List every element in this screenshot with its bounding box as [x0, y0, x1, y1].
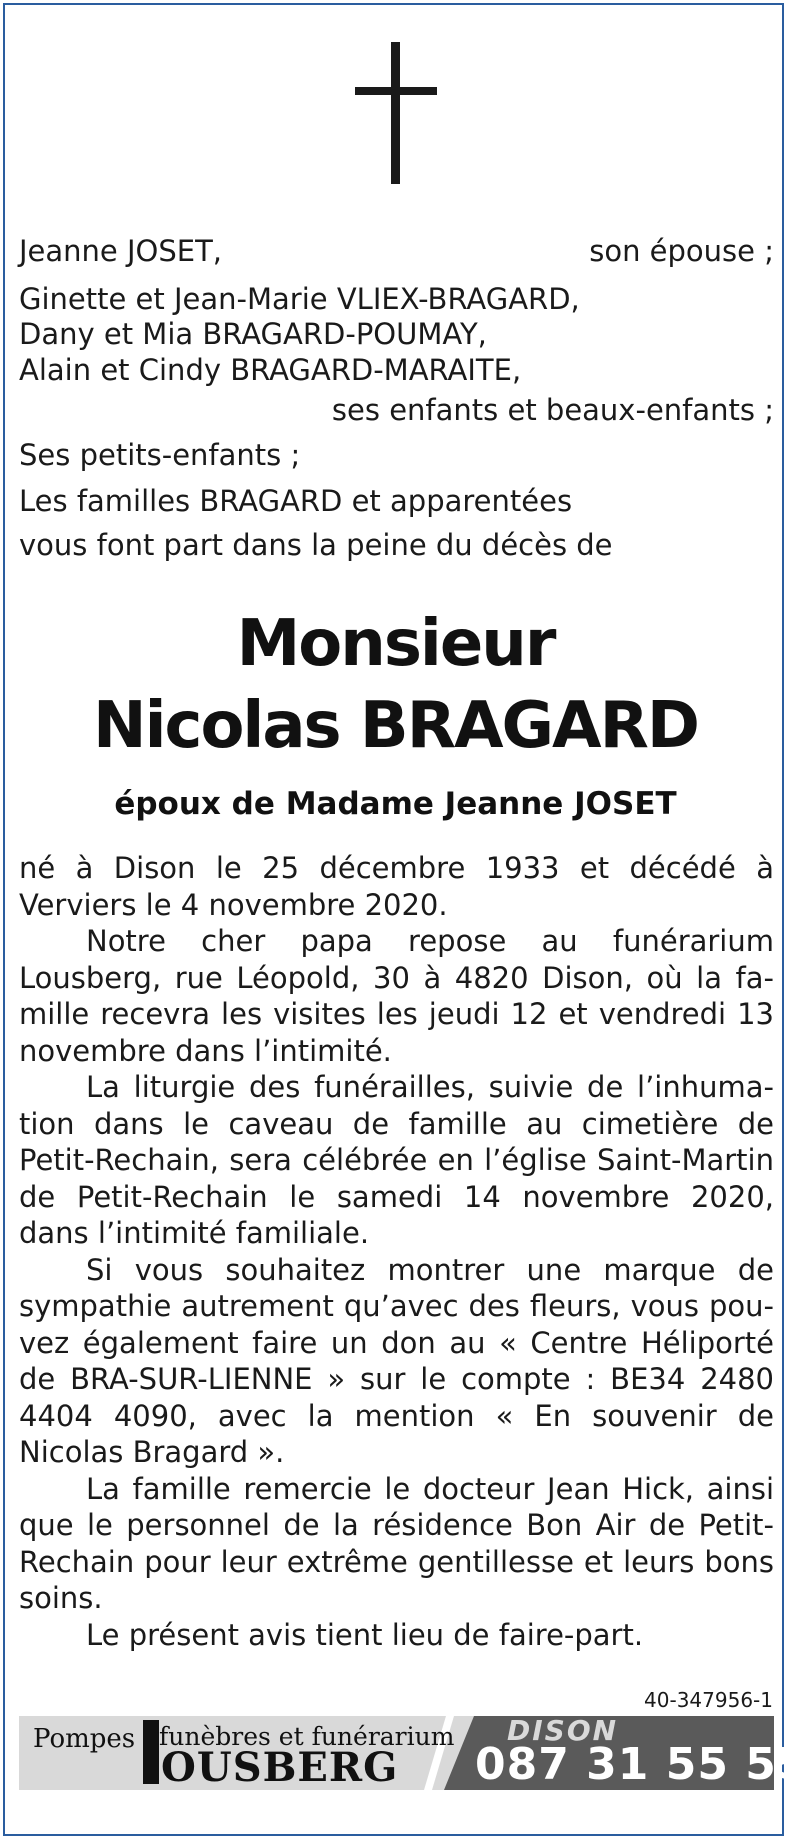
- body-birth-death: né à Dison le 25 décembre 1933 et décédé à Verviers le 4 novembre 2020.: [19, 851, 774, 922]
- banner-funebres: funèbres et funérarium: [159, 1722, 455, 1751]
- funeral-home-banner: [19, 1714, 809, 1791]
- body-liturgy: La liturgie des funérailles, suivie de l’inhumation dans le caveau de famille au cimetière de Petit-Rechain, sera célébrée en l’église Saint-Martin de Petit-Rechain le samedi 14 novembre 2020, dans l’intimité familiale.: [19, 1070, 774, 1250]
- deceased-spouse-line: époux de Madame Jeanne JOSET: [114, 786, 677, 822]
- body-thanks: La famille remercie le docteur Jean Hick, ainsi que le personnel de la résidence Bon Air de Petit-Rechain pour leur extrême gentillesse et leurs bons soins.: [19, 1471, 774, 1615]
- banner-pompes: Pompes: [33, 1724, 136, 1754]
- family-line-child-1: Ginette et Jean-Marie VLIEX-BRAGARD,: [19, 282, 580, 316]
- banner-phone[interactable]: 087 31 55 55: [475, 1739, 809, 1790]
- cross-icon: [355, 42, 437, 184]
- family-line-child-2: Dany et Mia BRAGARD-POUMAY,: [19, 317, 487, 351]
- family-line-announce: vous font part dans la peine du décès de: [19, 528, 613, 562]
- family-line-spouse: [19, 233, 774, 270]
- family-line-families: Les familles BRAGARD et apparentées: [19, 484, 573, 518]
- family-line-grandchildren: Ses petits-enfants ;: [19, 438, 301, 472]
- spouse-role: son épouse ;: [589, 234, 774, 268]
- notice-body: [19, 850, 774, 1653]
- family-line-children-role: ses enfants et beaux-enfants ;: [331, 393, 774, 427]
- deceased-name: Nicolas BRAGARD: [93, 689, 698, 763]
- body-donation: Si vous souhaitez montrer une marque de sympathie autrement qu’avec des fleurs, vous pouvez également faire un don au « Centre Héliporté de BRA-SUR-LIENNE » sur le compte : BE34 2480 4404 4090, avec la mention « En souvenir de Nicolas Bragard ».: [19, 1252, 774, 1469]
- banner-city: DISON: [507, 1714, 619, 1747]
- body-closing: Le présent avis tient lieu de faire-part.: [86, 1617, 644, 1652]
- deceased-title: Monsieur: [236, 607, 555, 681]
- spouse-name: Jeanne JOSET,: [19, 234, 223, 268]
- lousberg-l-logo-icon: [143, 1720, 159, 1784]
- reference-number: 40-347956-1: [644, 1688, 773, 1712]
- body-visitation: Notre cher papa repose au funérarium Lousberg, rue Léopold, 30 à 4820 Dison, où la famille recevra les visites les jeudi 12 et vendredi 13 novembre dans l’intimité.: [19, 924, 774, 1068]
- family-line-child-3: Alain et Cindy BRAGARD-MARAITE,: [19, 353, 522, 387]
- banner-lousberg: OUSBERG: [161, 1744, 399, 1791]
